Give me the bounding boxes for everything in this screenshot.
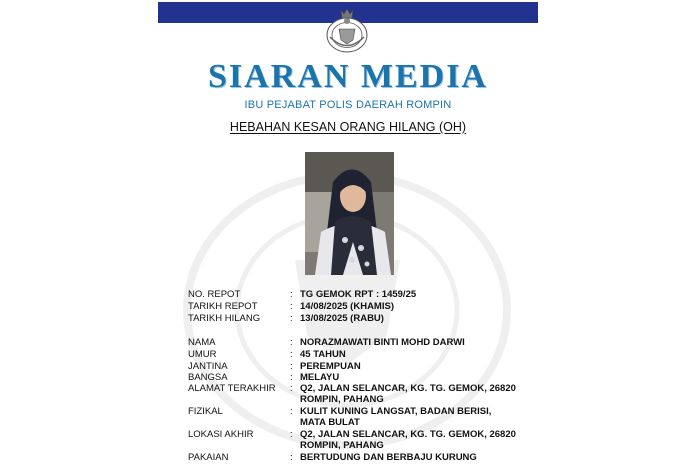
clothing-label: PAKAIAN — [188, 452, 229, 463]
separator: : — [290, 301, 293, 312]
separator: : — [290, 406, 293, 417]
page-title: SIARAN MEDIA — [208, 58, 488, 95]
name-label: NAMA — [188, 337, 216, 348]
separator: : — [290, 349, 293, 360]
last-location-value-line2: ROMPIN, PAHANG — [300, 440, 384, 451]
race-value: MELAYU — [300, 372, 340, 383]
police-crest-logo — [322, 4, 372, 54]
age-label: UMUR — [188, 349, 217, 360]
report-number-value: TG GEMOK RPT : 1459/25 — [300, 289, 417, 300]
notice-heading: HEBAHAN KESAN ORANG HILANG (OH) — [229, 120, 467, 134]
report-date-value: 14/08/2025 (KHAMIS) — [300, 301, 394, 312]
last-address-label: ALAMAT TERAKHIR — [188, 383, 276, 394]
separator: : — [290, 383, 293, 394]
missing-date-label: TARIKH HILANG — [188, 313, 261, 324]
separator: : — [290, 337, 293, 348]
gender-label: JANTINA — [188, 361, 228, 372]
report-date-label: TARIKH REPOT — [188, 301, 258, 312]
separator: : — [290, 429, 293, 440]
physical-label: FIZIKAL — [188, 406, 223, 417]
separator: : — [290, 372, 293, 383]
separator: : — [290, 289, 293, 300]
last-address-value: Q2, JALAN SELANCAR, KG. TG. GEMOK, 26820 — [300, 383, 516, 394]
physical-value-line2: MATA BULAT — [300, 417, 360, 428]
separator: : — [290, 361, 293, 372]
page-subtitle: IBU PEJABAT POLIS DAERAH ROMPIN — [244, 99, 452, 111]
missing-date-value: 13/08/2025 (RABU) — [300, 313, 384, 324]
report-number-label: NO. REPOT — [188, 289, 241, 300]
gender-value: PEREMPUAN — [300, 361, 361, 372]
last-location-value: Q2, JALAN SELANCAR, KG. TG. GEMOK, 26820 — [300, 429, 516, 440]
separator: : — [290, 452, 293, 463]
name-value: NORAZMAWATI BINTI MOHD DARWI — [300, 337, 465, 348]
missing-person-photo — [305, 152, 394, 275]
physical-value: KULIT KUNING LANGSAT, BADAN BERISI, — [300, 406, 492, 417]
last-address-value-line2: ROMPIN, PAHANG — [300, 394, 384, 405]
separator: : — [290, 313, 293, 324]
race-label: BANGSA — [188, 372, 228, 383]
age-value: 45 TAHUN — [300, 349, 346, 360]
last-location-label: LOKASI AKHIR — [188, 429, 254, 440]
clothing-value: BERTUDUNG DAN BERBAJU KURUNG — [300, 452, 477, 463]
